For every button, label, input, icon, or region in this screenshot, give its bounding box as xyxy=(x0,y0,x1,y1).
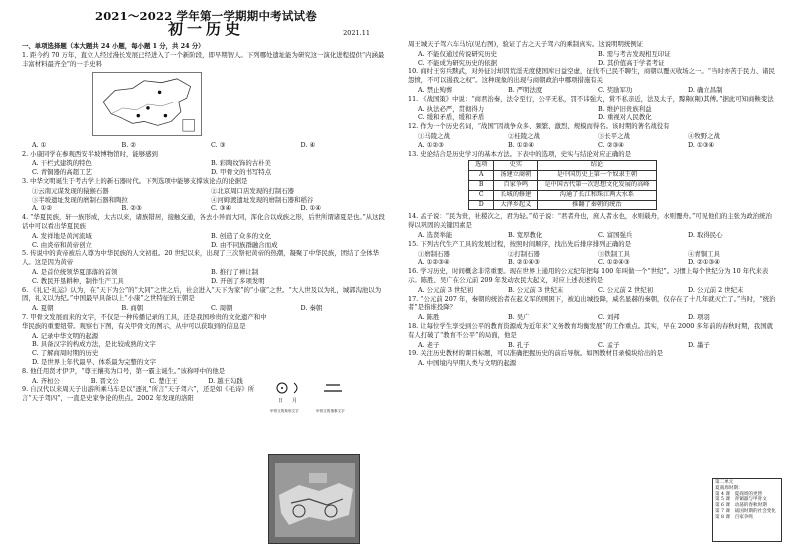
q14-option-a[interactable]: A. 选贤举能 xyxy=(418,230,453,239)
toc-lesson: 第 7 课 战国时期的社会变化 xyxy=(715,508,776,514)
q12-option-c[interactable]: C. ②③④ xyxy=(598,140,624,149)
oracle-sun-label: 日 xyxy=(278,398,284,404)
q3-statement-1: ①云南元谋发现的猿猴石器 xyxy=(32,186,109,195)
section-heading: 一、单项选择题（本大题共 24 小题，每小题 1 分，共 24 分） xyxy=(22,41,205,50)
q18-option-a[interactable]: A. 老子 xyxy=(418,340,440,349)
table-cell: 百家争鸣 xyxy=(494,180,538,190)
q14-option-c[interactable]: C. 富国强兵 xyxy=(598,230,633,239)
toc-lesson: 第 8 课 百家争鸣 xyxy=(715,514,754,520)
q12-options xyxy=(408,141,778,150)
q15-statement-3: ③铁制工具 xyxy=(598,249,630,258)
q1-option-a[interactable]: A. ① xyxy=(32,140,47,149)
q5-option-b[interactable]: B. 推行了禅让制 xyxy=(211,267,259,276)
q16-option-d[interactable]: D. 公元前 2 世纪末 xyxy=(688,285,744,294)
table-cell: 沟通了长江和珠江两大水系 xyxy=(538,190,656,200)
q19-options xyxy=(408,359,778,368)
q15-statement-2: ②打制石器 xyxy=(508,249,540,258)
q6-option-b[interactable]: B. 商朝 xyxy=(121,304,144,313)
exam-date: 2021.11 xyxy=(343,28,370,37)
question-18: 18. 让每位学生享受到公平的教育资源成为近年来“义务教育均衡发展”的工作重点。其实，早在 2000 多年前的春秋时期，我国就有人打破了“教育不公平”的局面，他是 xyxy=(408,321,773,339)
table-cell: 推翻了秦朝的统治 xyxy=(538,200,656,210)
q14-option-b[interactable]: B. 宽厚教化 xyxy=(508,230,543,239)
q10-option-d[interactable]: D. 确立昌制 xyxy=(688,85,723,94)
q17-option-a[interactable]: A. 陈胜 xyxy=(418,313,440,322)
subject-name: 初一历史 xyxy=(167,19,244,38)
q8-option-d[interactable]: D. 越王勾践 xyxy=(208,376,243,385)
q6-options xyxy=(22,304,390,313)
chariot-pit-photo xyxy=(268,454,360,544)
q12-statements xyxy=(408,132,778,141)
q3-statement-4: ④河姆渡遗址发现的磨制石器和稻谷 xyxy=(211,195,314,204)
q11-option-a[interactable]: A. 执法必严，贯彻得力 xyxy=(418,104,485,113)
q6-option-a[interactable]: A. 夏朝 xyxy=(32,304,54,313)
table-cell: 是中国古代第一次思想文化发展的高峰 xyxy=(538,180,656,190)
toc-subtitle: 夏商周时期： xyxy=(715,485,743,491)
q15-option-b[interactable]: B. ②①④③ xyxy=(508,258,540,267)
q8-option-b[interactable]: B. 晋文公 xyxy=(90,376,119,385)
q12-statement-4: ④牧野之战 xyxy=(688,131,720,140)
question-14: 14. 孟子说：“民为贵，社稷次之，君为轻。”荀子说：“君者舟也，庶人者水也，水则载舟，水则覆舟。”可见他们的主张为政治统治得以巩固的关键因素是 xyxy=(408,212,772,230)
table-row[interactable] xyxy=(469,200,657,210)
q11-option-d[interactable]: D. 重视对人民教化 xyxy=(598,113,652,122)
q4-option-d[interactable]: D. 由不同族群融合而成 xyxy=(211,240,278,249)
q1-option-d[interactable]: D. ④ xyxy=(300,140,316,149)
q17-options xyxy=(408,313,778,322)
q15-option-c[interactable]: C. ①②④③ xyxy=(598,258,630,267)
q15-option-d[interactable]: D. ②①③④ xyxy=(688,258,720,267)
q11-options xyxy=(408,105,778,123)
q18-options xyxy=(408,341,778,350)
subject-title xyxy=(22,19,390,38)
q12-option-a[interactable]: A. ①②③ xyxy=(418,140,444,149)
q1-option-c[interactable]: C. ③ xyxy=(211,140,226,149)
site-marker-1 xyxy=(158,91,161,94)
q10-option-c[interactable]: C. 奖励军功 xyxy=(598,85,633,94)
q3-option-c[interactable]: C. ③④ xyxy=(211,204,232,213)
q9-option-c[interactable]: C. 不能成为研究历史的依据 xyxy=(418,58,498,67)
textbook-toc-box xyxy=(712,478,782,542)
question-7: 7. 甲骨文发展而来的文字，不仅是一种传播记录的工具，还是我国珍贵的文化遗产和中华民族的重要纽带。观察右下图，有关甲骨文的图示，从中可以获取到的信息是 xyxy=(22,312,267,330)
q6-option-d[interactable]: D. 秦朝 xyxy=(300,304,323,313)
toc-unit: 第二单元 xyxy=(715,480,734,485)
q3-statements xyxy=(22,187,390,205)
q2-option-a[interactable]: A. 干栏式建筑的特色 xyxy=(32,159,92,168)
table-header-conclusion: 结论 xyxy=(538,161,656,171)
question-5: 5. 传说中的黄帝被后人尊为中华民族的人文初祖。20 世纪以来，出现了三次祭祀黄帝的热潮，凝聚了中华民族，团结了全体华人。这是因为黄帝 xyxy=(22,249,379,267)
china-map-figure xyxy=(92,72,202,136)
q15-statement-1: ①磨制石器 xyxy=(418,249,450,258)
q12-statement-1: ①马陵之战 xyxy=(418,131,450,140)
table-cell: A xyxy=(469,171,494,181)
q9-option-a[interactable]: A. 不能仅通过传说研究历史 xyxy=(418,49,497,58)
site-marker-3 xyxy=(137,114,140,117)
table-cell: D xyxy=(469,200,494,210)
q3-statement-3: ③半坡遗址发现的磨制石器和陶拉 xyxy=(32,195,128,204)
exam-title: 2021～2022 学年第一学期期中考试试卷 xyxy=(95,9,317,23)
q1-options xyxy=(22,141,390,150)
q5-option-c[interactable]: C. 教民开垦耕种，制作生产工具 xyxy=(32,276,124,285)
q3-statement-2: ②北京周口店发现的打制石器 xyxy=(211,186,295,195)
q9-option-b[interactable]: B. 需与考古发现相互印证 xyxy=(598,49,671,58)
question-16: 16. 学习历史，时间概念非常重要。现在世界上通用的公元纪年把每 100 年叫做一个“世纪”。习惯上每个世纪分为 10 年代来表示。陈胜、吴广在公元前 209 年发动农民大起义，对应上述表述的是 xyxy=(408,267,769,284)
q17-option-d[interactable]: D. 项羽 xyxy=(688,313,710,322)
question-6: 6. 《礼记·礼运》认为，在“天下为公”的“大同”之世之后，社会进入“天下为家”的“小康”之世。“大人世及以为礼，城郭沟池以为固，礼义以为纪。”中国最早具备以上“小康”之世特征的王朝是 xyxy=(22,285,382,303)
q3-options xyxy=(22,204,390,213)
question-19: 19. 关注历史教材的课目标题，可以准确把握历史的前后导航。如图教材目录模块给出的是 xyxy=(408,349,664,358)
q12-statement-2: ②桂陵之战 xyxy=(508,131,540,140)
q16-options xyxy=(408,286,778,295)
q3-option-d[interactable]: D. ①④ xyxy=(300,204,321,213)
q11-option-b[interactable]: B. 维护旧贵族利益 xyxy=(598,104,652,113)
q13-table xyxy=(468,160,657,210)
q8-options xyxy=(22,377,267,386)
q5-option-a[interactable]: A. 是首位统领华夏部落的首领 xyxy=(32,267,118,276)
q2-option-d[interactable]: D. 甲骨文的书写特点 xyxy=(211,168,272,177)
q18-option-d[interactable]: D. 墨子 xyxy=(688,340,710,349)
table-cell: 大泽乡起义 xyxy=(494,200,538,210)
table-header-fact: 史实 xyxy=(494,161,538,171)
question-13: 13. 史论结合是历史学习的基本方法。下表中的选项，史实与结论对应正确的是 xyxy=(408,149,632,158)
q12-option-d[interactable]: D. ①③④ xyxy=(688,140,715,149)
q7-option-a[interactable]: A. 记录中华文明的起源 xyxy=(32,331,99,340)
toc-lesson: 第 5 课 青铜器与甲骨文 xyxy=(715,497,767,503)
q3-option-a[interactable]: A. ①② xyxy=(32,204,53,213)
q8-option-a[interactable]: A. 齐桓公 xyxy=(32,376,60,385)
question-9: 9. 自汉代以来周天子出游所乘马车是以“逐礼”所言“天子驾六”，还是如《毛诗》所言“天子驾四”，一直是史家争论的焦点。2002 年发现的洛阳 xyxy=(22,385,255,403)
table-cell: C xyxy=(469,190,494,200)
q5-option-d[interactable]: D. 开创了多项发明 xyxy=(211,276,265,285)
oracle-caption-2: 甲骨文的指事文字 xyxy=(316,409,345,413)
q6-option-c[interactable]: C. 周朝 xyxy=(211,304,233,313)
table-row[interactable] xyxy=(469,171,657,181)
oracle-bone-figure xyxy=(268,380,360,416)
q14-option-d[interactable]: D. 取得民心 xyxy=(688,230,723,239)
q4-option-a[interactable]: A. 发祥地是黄河流域 xyxy=(32,231,92,240)
q16-option-c[interactable]: C. 公元前 2 世纪初 xyxy=(598,285,654,294)
q4-option-c[interactable]: C. 由炎帝和黄帝创立 xyxy=(32,240,92,249)
q1-option-b[interactable]: B. ② xyxy=(121,140,136,149)
q14-options xyxy=(408,231,778,240)
oracle-moon-label: 月 xyxy=(292,398,298,404)
q16-option-b[interactable]: B. 公元前 3 世纪末 xyxy=(508,285,564,294)
table-header-option: 选项 xyxy=(469,161,494,171)
question-2: 2. 小康同学在参观西安半坡博物馆时，能够感到 xyxy=(22,149,158,158)
q8-option-c[interactable]: C. 楚庄王 xyxy=(149,376,178,385)
right-column xyxy=(408,0,778,550)
q7-option-d[interactable]: D. 是世界上年代最早、体系最为完整的文字 xyxy=(32,357,156,366)
q15-options xyxy=(408,258,778,267)
q4-options xyxy=(22,232,390,250)
q7-options xyxy=(22,332,267,367)
q13-table-header xyxy=(469,161,657,171)
toc-lesson: 第 6 课 动荡的春秋时期 xyxy=(715,503,767,509)
q10-option-b[interactable]: B. 严明法度 xyxy=(508,85,543,94)
q19-option-a[interactable]: A. 中国境内早期人类与文明的起源 xyxy=(418,359,517,368)
q5-options xyxy=(22,268,390,286)
toc-lesson: 第 4 课 夏商周的更替 xyxy=(715,491,763,497)
q9-option-d[interactable]: D. 其价值高于学者考证 xyxy=(598,58,665,67)
table-row[interactable] xyxy=(469,180,657,190)
question-17: 17. “公元前 207 年，秦朝的统治者在起义军的围困下，被迫出城投降，威名显赫的秦朝，仅存在了十几年就灭亡了。”当时，“统治者”是指谁投降？ xyxy=(408,294,776,312)
site-marker-2 xyxy=(146,106,149,109)
q4-option-b[interactable]: B. 创造了众多的文化 xyxy=(211,231,271,240)
question-12: 12. 作为一个历史名词，“战国”因战争众多、频繁、激烈、规模而得名。该时期的著名战役有 xyxy=(408,122,670,131)
q18-option-b[interactable]: B. 孔子 xyxy=(508,340,530,349)
oracle-caption-1: 甲骨文的象形文字 xyxy=(270,409,299,413)
q18-option-c[interactable]: C. 孟子 xyxy=(598,340,620,349)
question-10: 10. 商纣王穷兵黩武，对外征讨却因荒淫无度使国库日益空虚，征伐不已民不聊生，商朝以覆灭收场之一。“当时亦苦于民力、诸民怨愤，不可以遏我之权”。这种现象的出现与商朝政治中哪项措施有关 xyxy=(408,67,775,85)
q2-options xyxy=(22,159,390,177)
oracle-glyphs xyxy=(268,380,360,416)
q2-option-b[interactable]: B. 彩陶纹饰的古朴美 xyxy=(211,159,271,168)
table-cell: 汤建立商朝 xyxy=(494,171,538,181)
q10-option-a[interactable]: A. 禁止殉葬 xyxy=(418,85,453,94)
question-11: 11. 《战国策》中说：“商君治秦，法令至行，公平无私，罚不讳强大，赏不私亲近，法及太子，黥劓(劓)其傅。”据此可知商鞅变法 xyxy=(408,94,774,103)
question-1: 1. 距今约 70 万年，直立人经过漫长发展已经进入了一个新阶段，即早期智人。下列哪处遗址能为研究这一演化进程提供“内涵最丰富材料最齐全”的一手史料 xyxy=(22,51,385,69)
q12-option-b[interactable]: B. ①②④ xyxy=(508,140,534,149)
q12-statement-3: ③长平之战 xyxy=(598,131,630,140)
q9-options xyxy=(408,50,778,68)
q15-statement-4: ④青铜工具 xyxy=(688,249,720,258)
q7-option-c[interactable]: C. 了解商周时期的历史 xyxy=(32,349,99,358)
table-row[interactable] xyxy=(469,190,657,200)
q17-option-b[interactable]: B. 吴广 xyxy=(508,313,530,322)
table-cell: B xyxy=(469,180,494,190)
q2-option-c[interactable]: C. 青铜器的高超工艺 xyxy=(32,168,92,177)
site-marker-4 xyxy=(164,114,167,117)
table-cell: 是中国历史上第一个奴隶王朝 xyxy=(538,171,656,181)
question-3: 3. 中华文明诞生于考古学上的新石器时代。下列选项中能够支撑该论点的论据是 xyxy=(22,176,248,185)
question-15: 15. 下列古代生产工具的发展过程，按照时间顺序，找出先后排序排列正确的是 xyxy=(408,239,632,248)
q15-statements xyxy=(408,250,778,259)
question-8: 8. 他任用贤才伊尹，“尊王攘夷为口号，第一霸主诞生。”该称呼中的他是 xyxy=(22,366,226,375)
q10-options xyxy=(408,86,778,95)
q16-option-a[interactable]: A. 公元前 3 世纪初 xyxy=(418,285,474,294)
q7-option-b[interactable]: B. 具备汉字的构成方法，是比较成熟的文字 xyxy=(32,340,156,349)
q15-option-a[interactable]: A. ①②③④ xyxy=(418,258,450,267)
q11-option-c[interactable]: C. 缓和矛盾，缓和矛盾 xyxy=(418,113,485,122)
chariot-pit-image xyxy=(269,455,360,544)
question-9-continued: 周王城天子驾六车马坑(见右图)，验证了古之天子驾六的乘制真实。这说明明统例证 xyxy=(408,40,644,48)
q3-option-b[interactable]: B. ②③ xyxy=(121,204,142,213)
q17-option-c[interactable]: C. 刘邦 xyxy=(598,313,620,322)
question-4: 4. “华夏民族，轩一族形成，太古以来，诸族错居，接触交通，各去小异而大同，浑化合以成族之形，后世所谓诸夏是也。”从这段话中可以看出华夏民族 xyxy=(22,213,385,230)
table-cell: 长城的修建 xyxy=(494,190,538,200)
